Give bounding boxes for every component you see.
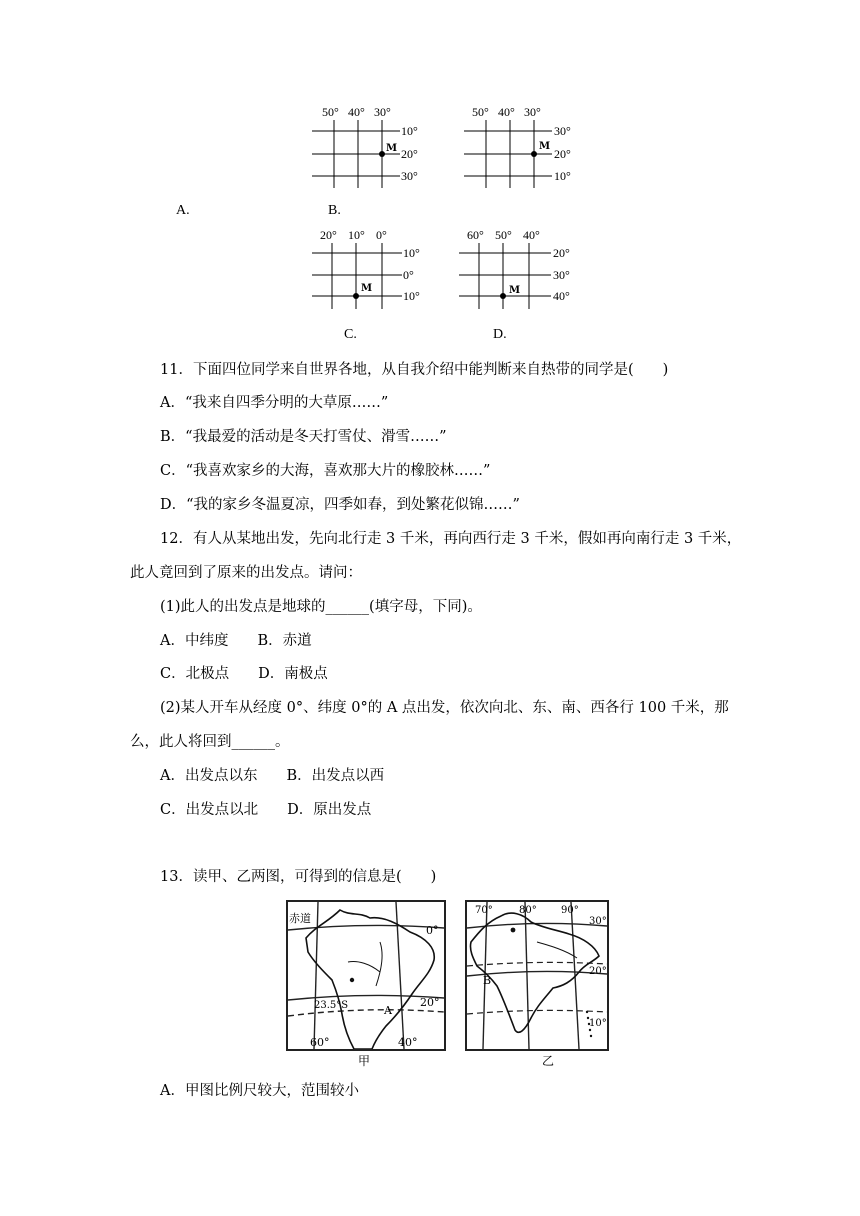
map-yi-lat30-label: 30° (589, 916, 607, 927)
q12-part2-options-cd: C．出发点以北 D．原出发点 (160, 802, 372, 818)
grid-top-label: 0° (376, 228, 387, 242)
grid-right-label: 10° (403, 246, 420, 260)
grid-option-a (308, 102, 428, 192)
grid-top-label: 10° (348, 228, 365, 242)
grid-right-label: 30° (554, 124, 571, 138)
grid-top-label: 20° (320, 228, 337, 242)
map-yi-point-b: B (483, 974, 492, 987)
q12-stem-line2: 此人竟回到了原来的出发点。请问： (130, 565, 362, 581)
map-jia-caption: 甲 (358, 1054, 371, 1068)
map-jia-lon40-label: 40° (398, 1036, 418, 1049)
map-yi-lat20-label: 20° (589, 966, 607, 977)
option-b-label: B. (328, 203, 341, 218)
q11-option-c: C．“我喜欢家乡的大海，喜欢那大片的橡胶林……” (160, 463, 491, 479)
grid-right-label: 10° (401, 124, 418, 138)
q11-stem: 11．下面四位同学来自世界各地，从自我介绍中能判断来自热带的同学是( ) (160, 362, 669, 378)
map-yi (465, 900, 609, 1051)
option-d-label: D. (493, 327, 507, 342)
grid-top-label: 30° (374, 105, 391, 119)
map-jia-lon60-label: 60° (310, 1036, 330, 1049)
q11-option-b: B．“我最爱的活动是冬天打雪仗、滑雪……” (160, 429, 447, 445)
grid-top-label: 40° (498, 105, 515, 119)
map-yi-lon70-label: 70° (475, 905, 493, 916)
map-yi-lon80-label: 80° (519, 905, 537, 916)
grid-right-label: 30° (553, 268, 570, 282)
map-jia-lat0-label: 0° (426, 924, 439, 937)
point-m-label: M (509, 285, 521, 296)
map-yi-caption: 乙 (542, 1054, 555, 1068)
grid-right-label: 40° (553, 289, 570, 303)
map-jia-equator-label: 赤道 (289, 912, 311, 925)
grid-option-b (458, 102, 588, 192)
grid-top-label: 40° (348, 105, 365, 119)
grid-top-label: 50° (472, 105, 489, 119)
point-m-label: M (386, 143, 398, 154)
grid-top-label: 50° (322, 105, 339, 119)
grid-top-label: 40° (523, 228, 540, 242)
grid-right-label: 30° (401, 169, 418, 183)
q12-part2-line2: 么，此人将回到______。 (130, 734, 290, 750)
q12-part1: (1)此人的出发点是地球的______(填字母，下同)。 (160, 599, 482, 615)
grid-top-label: 60° (467, 228, 484, 242)
map-jia-lat20-label: 20° (420, 996, 440, 1009)
q12-part2-options-ab: A．出发点以东 B．出发点以西 (160, 768, 385, 784)
q13-option-a: A．甲图比例尺较大，范围较小 (160, 1083, 359, 1099)
grid-option-d (455, 225, 585, 315)
map-jia-point-a: A (384, 1004, 392, 1017)
option-c-label: C. (344, 327, 357, 342)
grid-right-label: 10° (403, 289, 420, 303)
q11-option-a: A．“我来自四季分明的大草原……” (160, 395, 389, 411)
grid-right-label: 10° (554, 169, 571, 183)
option-a-label: A. (176, 203, 190, 218)
grid-top-label: 50° (495, 228, 512, 242)
map-yi-lon90-label: 90° (561, 905, 579, 916)
grid-right-label: 20° (401, 147, 418, 161)
map-yi-lat10-label: 10° (589, 1018, 607, 1029)
grid-top-label: 30° (524, 105, 541, 119)
q12-part1-options-cd: C．北极点 D．南极点 (160, 666, 328, 682)
grid-right-label: 0° (403, 268, 414, 282)
q12-part1-options-ab: A．中纬度 B．赤道 (160, 633, 312, 649)
grid-right-label: 20° (553, 246, 570, 260)
q13-stem: 13．读甲、乙两图，可得到的信息是( ) (160, 869, 437, 885)
grid-right-label: 20° (554, 147, 571, 161)
q12-part2-line1: (2)某人开车从经度 0°、纬度 0°的 A 点出发，依次向北、东、南、西各行 100 千米，那 (160, 700, 729, 716)
q12-stem-line1: 12．有人从某地出发，先向北行走 3 千米，再向西行走 3 千米，假如再向南行走 3 千米， (160, 531, 742, 547)
map-jia (286, 900, 446, 1051)
q11-option-d: D．“我的家乡冬温夏凉，四季如春，到处繁花似锦……” (160, 497, 520, 513)
point-m-label: M (361, 283, 373, 294)
grid-option-c (308, 225, 428, 315)
map-jia-tropic-label: 23.5°S (314, 1000, 349, 1011)
point-m-label: M (539, 141, 551, 152)
